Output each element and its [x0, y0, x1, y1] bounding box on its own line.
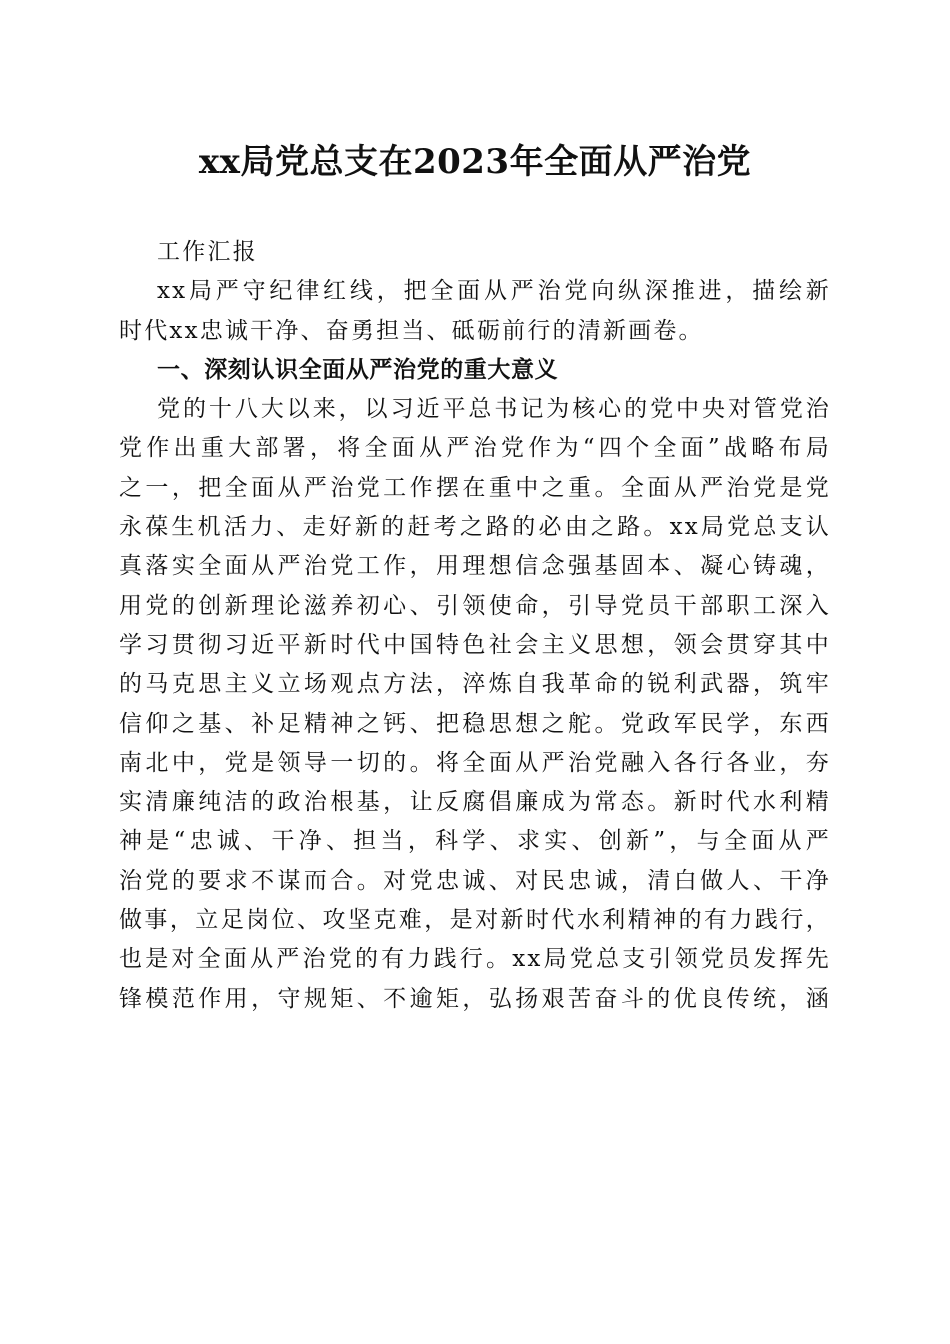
body-line: 之一，把全面从严治党工作摆在重中之重。全面从严治党是党: [119, 474, 831, 501]
body-line: 治党的要求不谋而合。对党忠诚、对民忠诚，清白做人、干净: [119, 867, 831, 894]
body-line: 南北中，党是领导一切的。将全面从严治党融入各行各业，夯: [119, 749, 831, 776]
body-line: 的马克思主义立场观点方法，淬炼自我革命的锐利武器，筑牢: [119, 671, 831, 698]
section-heading: 一、深刻认识全面从严治党的重大意义: [157, 356, 559, 383]
intro-line: xx局严守纪律红线，把全面从严治党向纵深推进，描绘新: [157, 278, 831, 305]
body-line: 党作出重大部署，将全面从严治党作为“四个全面”战略布局: [119, 435, 831, 462]
body-line: 锋模范作用，守规矩、不逾矩，弘扬艰苦奋斗的优良传统，涵: [119, 985, 831, 1012]
body-line: 党的十八大以来，以习近平总书记为核心的党中央对管党治: [157, 396, 831, 423]
body-line: 真落实全面从严治党工作，用理想信念强基固本、凝心铸魂，: [119, 553, 831, 580]
intro-line: 时代xx忠诚干净、奋勇担当、砥砺前行的清新画卷。: [119, 317, 704, 344]
body-line: 做事，立足岗位、攻坚克难，是对新时代水利精神的有力践行，: [119, 907, 831, 934]
body-line: 用党的创新理论滋养初心、引领使命，引导党员干部职工深入: [119, 592, 831, 619]
body-line: 神是“忠诚、干净、担当，科学、求实、创新”，与全面从严: [119, 828, 831, 855]
body-line: 学习贯彻习近平新时代中国特色社会主义思想，领会贯穿其中: [119, 631, 831, 658]
body-line: 实清廉纯洁的政治根基，让反腐倡廉成为常态。新时代水利精: [119, 789, 831, 816]
body-line: 信仰之基、补足精神之钙、把稳思想之舵。党政军民学，东西: [119, 710, 831, 737]
document-title: xx局党总支在2023年全面从严治党: [198, 142, 752, 182]
body-line: 也是对全面从严治党的有力践行。xx局党总支引领党员发挥先: [119, 946, 831, 973]
document-body: [119, 233, 831, 1019]
document-subtitle: 工作汇报: [157, 239, 258, 265]
body-line: 永葆生机活力、走好新的赶考之路的必由之路。xx局党总支认: [119, 514, 831, 541]
